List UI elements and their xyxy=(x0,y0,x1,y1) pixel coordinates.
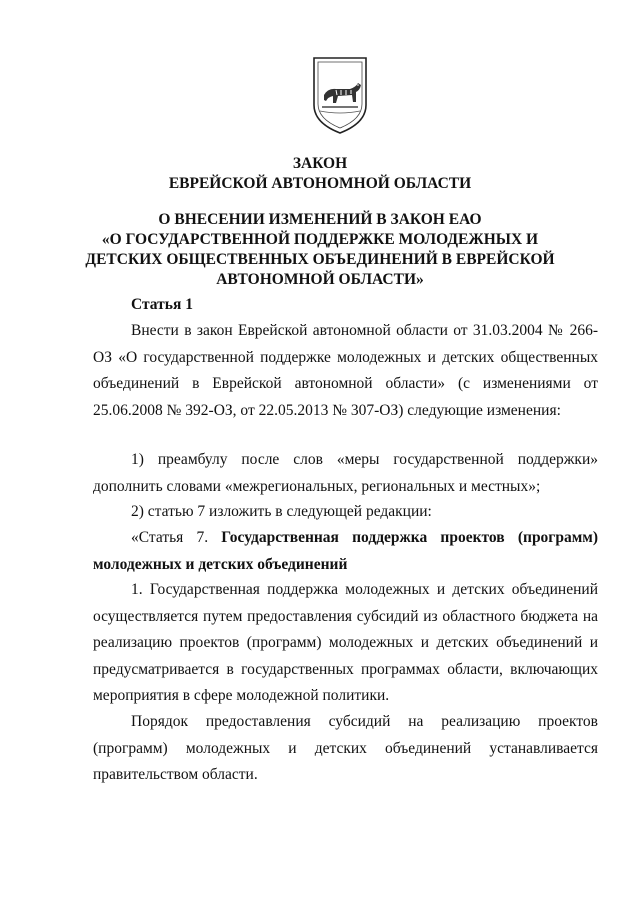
intro-paragraph: Внести в закон Еврейской автономной области от 31.03.2004 № 266-ОЗ «О государственной поддержке молодежных и детских общественных объединений в Еврейской автономной области» (с изменениями от 25.06.2008 № 392-ОЗ, от 22.05.2013 № 307-ОЗ) следующие изменения: xyxy=(93,322,598,419)
law-title-line: ЗАКОН xyxy=(292,155,348,172)
law-title-line: ЕВРЕЙСКОЙ АВТОНОМНОЙ ОБЛАСТИ xyxy=(168,175,472,192)
quoted-article-prefix: «Статья 7. xyxy=(131,529,222,546)
law-subtitle-line: ДЕТСКИХ ОБЩЕСТВЕННЫХ ОБЪЕДИНЕНИЙ В ЕВРЕЙСКОЙ xyxy=(85,251,555,268)
quoted-paragraph-2: Порядок предоставления субсидий на реализацию проектов (программ) молодежных и детских объединений устанавливается правительством области. xyxy=(93,713,598,783)
amendment-item-1: 1) преамбулу после слов «меры государственной поддержки» дополнить словами «межрегиональных, региональных и местных»; xyxy=(93,451,598,495)
quoted-article-heading xyxy=(93,525,598,578)
law-subtitle-line: О ВНЕСЕНИИ ИЗМЕНЕНИЙ В ЗАКОН ЕАО xyxy=(158,211,482,228)
law-title xyxy=(0,154,640,194)
quoted-paragraph-1: 1. Государственная поддержка молодежных и детских объединений осуществляется путем предоставления субсидий из областного бюджета на реализацию проектов (программ) молодежных и детских объединений и предусматривается в государственных программах области, включающих мероприятия в сфере молодежной политики. xyxy=(93,581,598,704)
article-heading: Статья 1 xyxy=(131,296,193,313)
law-subtitle xyxy=(0,210,640,290)
quoted-article-title: Государственная поддержка проектов (программ) молодежных и детских объединений xyxy=(93,529,598,573)
coat-of-arms-emblem xyxy=(306,55,374,137)
law-subtitle-line: «О ГОСУДАРСТВЕННОЙ ПОДДЕРЖКЕ МОЛОДЕЖНЫХ И xyxy=(101,231,539,248)
law-subtitle-line: АВТОНОМНОЙ ОБЛАСТИ» xyxy=(216,271,424,288)
amendment-item-2: 2) статью 7 изложить в следующей редакции: xyxy=(131,503,432,520)
